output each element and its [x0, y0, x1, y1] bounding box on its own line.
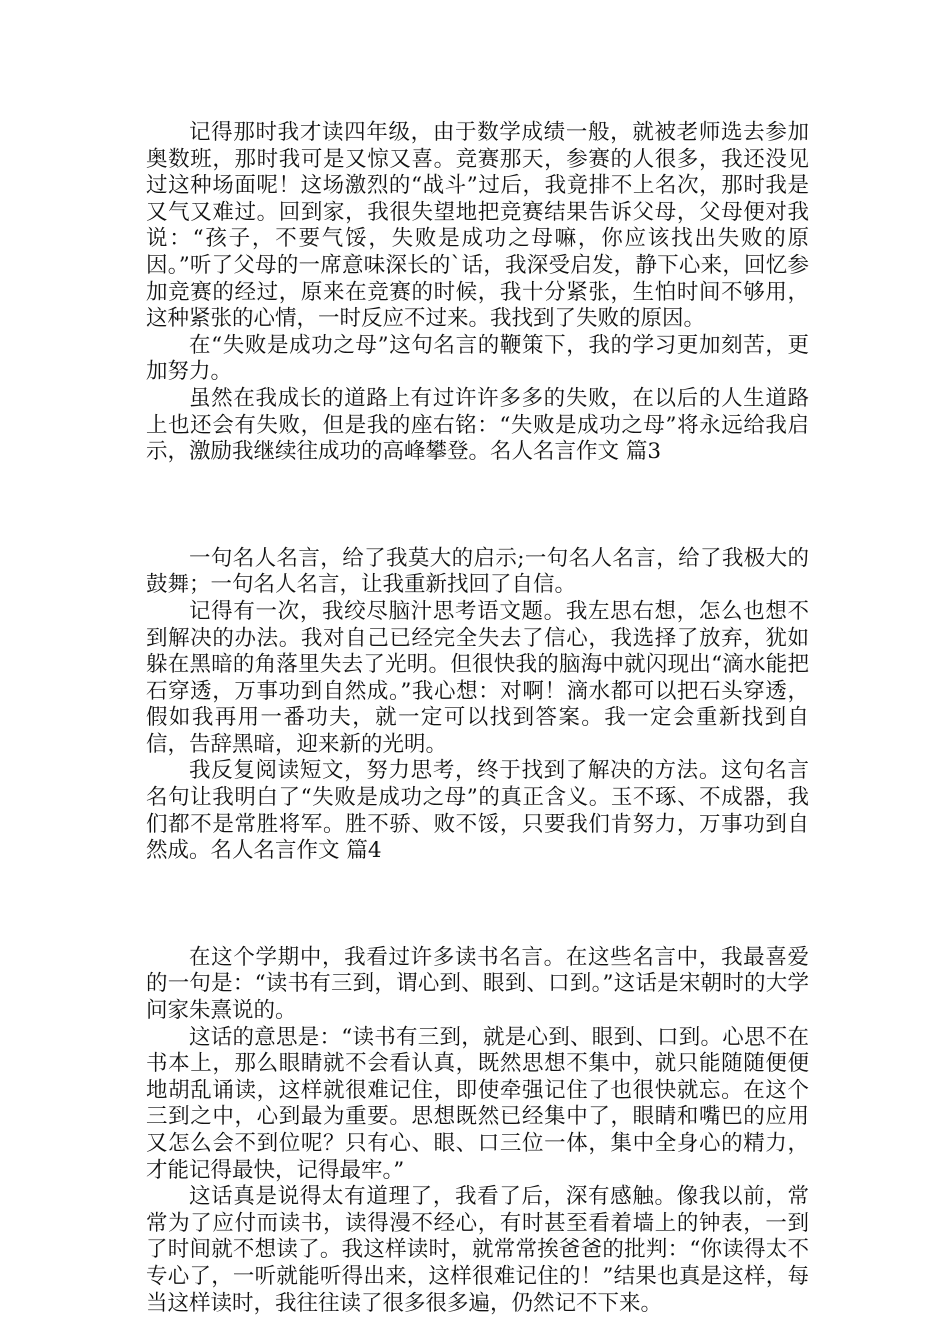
paragraph: 虽然在我成长的道路上有过许许多多的失败，在以后的人生道路上也还会有失败，但是我的座右铭：“失败是成功之母”将永远给我启示，激励我继续往成功的高峰攀登。名人名言作文 篇3: [146, 385, 809, 465]
paragraph: 这话的意思是：“读书有三到，就是心到、眼到、口到。心思不在书本上，那么眼睛就不会看认真，既然思想不集中，就只能随随便便地胡乱诵读，这样就很难记住，即使牵强记住了也很快就忘。在这个三到之中，心到最为重要。思想既然已经集中了，眼睛和嘴巴的应用又怎么会不到位呢？只有心、眼、口三位一体，集中全身心的精力，才能记得最快，记得最牢。”: [146, 1024, 809, 1183]
document-body: [146, 120, 809, 1317]
paragraph: 我反复阅读短文，努力思考，终于找到了解决的方法。这句名言名句让我明白了“失败是成功之母”的真正含义。玉不琢、不成器，我们都不是常胜将军。胜不骄、败不馁，只要我们肯努力，万事功到自然成。名人名言作文 篇4: [146, 758, 809, 864]
paragraph: 记得有一次，我绞尽脑汁思考语文题。我左思右想，怎么也想不到解决的办法。我对自己已经完全失去了信心，我选择了放弃，犹如躲在黑暗的角落里失去了光明。但很快我的脑海中就闪现出“滴水能把石穿透，万事功到自然成。”我心想：对啊！滴水都可以把石头穿透，假如我再用一番功夫，就一定可以找到答案。我一定会重新找到自信，告辞黑暗，迎来新的光明。: [146, 598, 809, 757]
essay-section-4: [146, 945, 809, 1317]
paragraph: 在“失败是成功之母”这句名言的鞭策下，我的学习更加刻苦，更加努力。: [146, 332, 809, 385]
section-gap: [146, 466, 809, 546]
essay-section-2: [146, 120, 809, 466]
paragraph: 记得那时我才读四年级，由于数学成绩一般，就被老师选去参加奥数班，那时我可是又惊又喜。竞赛那天，参赛的人很多，我还没见过这种场面呢！这场激烈的“战斗”过后，我竟排不上名次，那时我是又气又难过。回到家，我很失望地把竞赛结果告诉父母，父母便对我说：“孩子，不要气馁，失败是成功之母嘛，你应该找出失败的原因。”听了父母的一席意味深长的`话，我深受启发，静下心来，回忆参加竞赛的经过，原来在竞赛的时候，我十分紧张，生怕时间不够用，这种紧张的心情，一时反应不过来。我找到了失败的原因。: [146, 120, 809, 332]
paragraph: 一句名人名言，给了我莫大的启示;一句名人名言，给了我极大的鼓舞；一句名人名言，让我重新找回了自信。: [146, 545, 809, 598]
section-gap: [146, 865, 809, 945]
paragraph: 这话真是说得太有道理了，我看了后，深有感触。像我以前，常常为了应付而读书，读得漫不经心，有时甚至看着墙上的钟表，一到了时间就不想读了。我这样读时，就常常挨爸爸的批判：“你读得太不专心了，一听就能听得出来，这样很难记住的！”结果也真是这样，每当这样读时，我往往读了很多很多遍，仍然记不下来。: [146, 1184, 809, 1316]
essay-section-3: [146, 546, 809, 865]
paragraph: 在这个学期中，我看过许多读书名言。在这些名言中，我最喜爱的一句是：“读书有三到，谓心到、眼到、口到。”这话是宋朝时的大学问家朱熹说的。: [146, 944, 809, 1024]
